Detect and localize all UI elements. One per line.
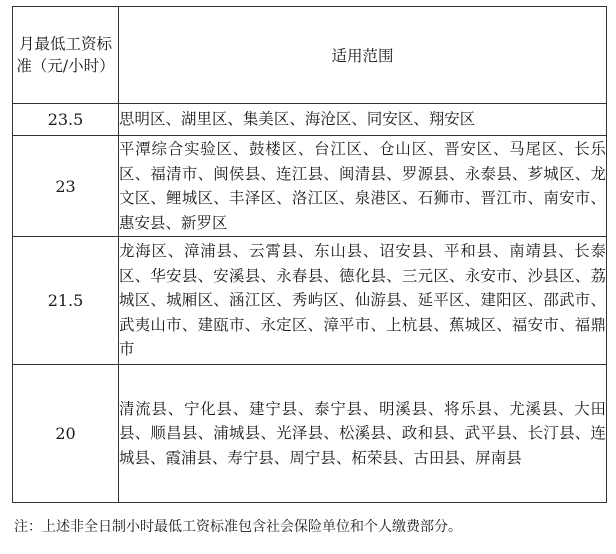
table-header-row: [13, 7, 607, 104]
header-scope-cell: 适用范围: [119, 7, 607, 104]
rate-cell: 23.5: [13, 104, 119, 136]
minimum-wage-table: [12, 6, 607, 503]
scope-cell: 思明区、湖里区、集美区、海沧区、同安区、翔安区: [119, 104, 607, 136]
footnote: 注：上述非全日制小时最低工资标准包含社会保险单位和个人缴费部分。: [14, 519, 462, 535]
scope-cell: 清流县、宁化县、建宁县、泰宁县、明溪县、将乐县、尤溪县、大田县、顺昌县、浦城县、光泽县、松溪县、政和县、武平县、长汀县、连城县、霞浦县、寿宁县、周宁县、柘荣县、古田县、屏南县: [119, 365, 607, 503]
rate-cell: 20: [13, 365, 119, 503]
rate-cell: 21.5: [13, 237, 119, 365]
scope-cell: 龙海区、漳浦县、云霄县、东山县、诏安县、平和县、南靖县、长泰区、华安县、安溪县、永春县、德化县、三元区、永安市、沙县区、荔城区、城厢区、涵江区、秀屿区、仙游县、延平区、建阳区、邵武市、武夷山市、建瓯市、永定区、漳平市、上杭县、蕉城区、福安市、福鼎市: [119, 237, 607, 365]
table-row: [13, 104, 607, 136]
scope-cell: 平潭综合实验区、鼓楼区、台江区、仓山区、晋安区、马尾区、长乐区、福清市、闽侯县、连江县、闽清县、罗源县、永泰县、芗城区、龙文区、鲤城区、丰泽区、洛江区、泉港区、石狮市、晋江市、南安市、惠安县、新罗区: [119, 136, 607, 237]
table-row: [13, 237, 607, 365]
table-row: [13, 365, 607, 503]
header-rate-cell: 月最低工资标准（元/小时）: [13, 7, 119, 104]
table-row: [13, 136, 607, 237]
rate-cell: 23: [13, 136, 119, 237]
